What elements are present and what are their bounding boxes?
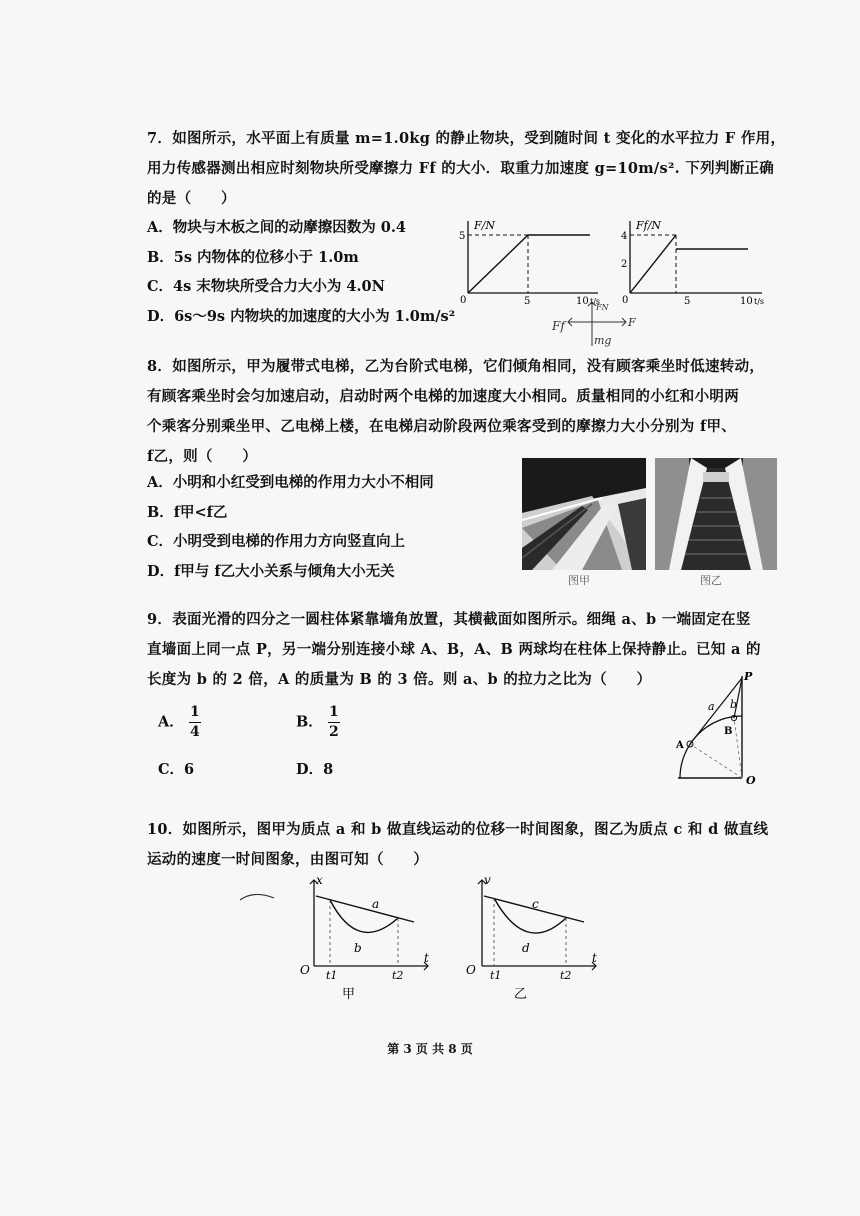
q9-option-a	[158, 704, 201, 741]
q10-graph-velocity-t1: t1	[490, 969, 502, 982]
q10-graph-displacement-ylabel: x	[316, 873, 323, 887]
q7-graph-force-xtick-1: 5	[524, 296, 531, 305]
q10-stem-line-2: 运动的速度一时间图象，由图可知（ ）	[147, 851, 429, 868]
q9-label-o: O	[746, 774, 756, 787]
q8-options	[147, 468, 434, 586]
q10-graph-displacement-origin: O	[300, 963, 310, 977]
q9-label-a: a	[708, 700, 715, 713]
q10-stem-line-1: 10．如图所示，图甲为质点 a 和 b 做直线运动的位移一时间图象，图乙为质点 c 和 d 做直线	[147, 821, 769, 838]
q10-graph-displacement-label-b: b	[354, 941, 362, 955]
q7-option-c: C．4s 末物块所受合力大小为 4.0N	[147, 278, 385, 295]
q9-label-ball-b: B	[724, 726, 733, 737]
q7-graph-force-curve	[468, 235, 590, 293]
q7-graph-friction-origin: 0	[622, 295, 629, 305]
q8-stem-line-2: 有顾客乘坐时会匀加速启动，启动时两个电梯的加速度大小相同。质量相同的小红和小明两	[147, 388, 739, 405]
q10-graph-velocity-label-d: d	[522, 941, 530, 955]
q9-option-a-den: 4	[189, 724, 200, 740]
q7-graph-force-ylabel: F/N	[474, 219, 495, 232]
q7-graph-force-origin: 0	[460, 295, 467, 305]
q10-graph-displacement-t2: t2	[392, 969, 404, 982]
q7-graph-friction-xtick-1: 5	[684, 296, 691, 305]
q7-stem-line-1: 7．如图所示，水平面上有质量 m=1.0kg 的静止物块，受到随时间 t 变化的水平拉力 F 作用，	[147, 130, 786, 147]
q8-option-b: B．f甲<f乙	[147, 503, 228, 521]
q10-graph-displacement-t1: t1	[326, 969, 338, 982]
q9-rope-a	[690, 678, 742, 744]
q9-stem-line-1: 9．表面光滑的四分之一圆柱体紧靠墙角放置，其横截面如图所示。细绳 a、b 一端固定在竖	[147, 611, 751, 628]
q9-label-b: b	[730, 698, 738, 711]
q10-graph-velocity-caption: 乙	[514, 987, 528, 1002]
q10-graph-displacement-label-a: a	[372, 897, 380, 911]
q7-stem-line-3: 的是（ ）	[147, 190, 236, 207]
q9-option-b-label: B．	[296, 713, 323, 731]
q9-option-a-label: A．	[158, 713, 184, 731]
q10-graph-velocity	[464, 870, 604, 1002]
q9-radius-a	[690, 744, 742, 778]
q7-sketch-ff: Ff	[552, 319, 565, 333]
q9-radius-b	[734, 718, 742, 778]
q9-option-c: C．6	[158, 761, 195, 778]
q8-stem	[147, 352, 764, 472]
q7-sketch-fn: FN	[596, 303, 609, 312]
q8-stem-line-3: 个乘客分别乘坐甲、乙电梯上楼，在电梯启动阶段两位乘客受到的摩擦力大小分别为 f甲、	[147, 418, 737, 435]
q9-option-a-fraction	[189, 704, 201, 741]
q9-option-a-num: 1	[189, 704, 200, 720]
q7-graph-force	[448, 215, 608, 305]
q10-graph-displacement	[296, 870, 436, 1002]
q8-stem-line-4: f乙，则（ ）	[147, 448, 258, 465]
q8-photo-step-escalator	[655, 458, 777, 570]
q10-graph-velocity-xlabel: t	[592, 951, 597, 965]
q9-option-b-num: 1	[328, 704, 339, 720]
q8-option-c: C．小明受到电梯的作用力方向竖直向上	[147, 533, 406, 550]
q10-graph-displacement-xlabel: t	[424, 951, 429, 965]
q7-options	[147, 213, 455, 331]
q10-graph-velocity-ylabel: v	[484, 873, 491, 887]
q7-graph-friction-ytick-2: 2	[621, 259, 628, 270]
q9-stem-line-3: 长度为 b 的 2 倍，A 的质量为 B 的 3 倍。则 a、b 的拉力之比为（ ）	[147, 671, 652, 688]
q10-graph-displacement-curve-b	[330, 900, 398, 932]
q10-graph-velocity-curve-d	[494, 898, 566, 933]
q9-label-p: P	[744, 670, 753, 683]
q10-stem	[147, 815, 768, 875]
q7-graph-friction-xunit: t/s	[754, 297, 765, 305]
q7-graph-friction-ytick-1: 4	[621, 231, 628, 242]
q9-stem-line-2: 直墙面上同一点 P，另一端分别连接小球 A、B，A、B 两球均在柱体上保持静止。已知 a 的	[147, 641, 761, 658]
q8-stem-line-1: 8．如图所示，甲为履带式电梯，乙为台阶式电梯，它们倾角相同，没有顾客乘坐时低速转动，	[147, 358, 765, 375]
q9-option-d: D．8	[296, 761, 334, 778]
q7-stem	[147, 124, 785, 214]
q9-figure	[660, 670, 770, 788]
q7-option-b: B．5s 内物体的位移小于 1.0m	[147, 248, 359, 266]
q7-graph-force-ytick: 5	[459, 231, 466, 242]
q7-graph-friction-ramp	[630, 235, 676, 293]
q7-option-d: D．6s～9s 内物块的加速度的大小为 1.0m/s²	[147, 307, 456, 325]
q7-graph-friction	[612, 215, 772, 305]
q7-sketch-f: F	[628, 316, 636, 329]
q7-graph-force-xunit: t/s	[590, 297, 601, 305]
q10-graph-displacement-caption: 甲	[342, 987, 356, 1002]
q8-photo-caption-2: 图乙	[700, 574, 722, 587]
q8-photo-caption-1: 图甲	[568, 574, 590, 587]
q9-label-ball-a: A	[676, 740, 684, 751]
q7-option-a: A．物块与木板之间的动摩擦因数为 0.4	[147, 219, 407, 236]
q10-graph-velocity-origin: O	[466, 963, 476, 977]
q7-graph-friction-xtick-2: 10	[740, 296, 753, 305]
q7-force-sketch	[548, 296, 638, 352]
q8-photo-belt-escalator	[522, 458, 646, 570]
q7-graph-force-xtick-2: 10	[576, 296, 589, 305]
page-footer: 第 3 页 共 8 页	[387, 1042, 473, 1056]
q10-graph-velocity-label-c: c	[532, 897, 539, 911]
q7-sketch-mg: mg	[594, 334, 612, 347]
q7-stem-line-2: 用力传感器测出相应时刻物块所受摩擦力 Ff 的大小．取重力加速度 g=10m/s². 下列判断正确	[147, 160, 775, 177]
q10-stray-mark	[238, 888, 278, 904]
q8-option-a: A．小明和小红受到电梯的作用力大小不相同	[147, 474, 434, 491]
q7-graph-friction-ylabel: Ff/N	[636, 219, 662, 232]
q9-option-b-fraction	[328, 704, 340, 741]
q10-graph-velocity-t2: t2	[560, 969, 572, 982]
q9-option-b	[296, 704, 340, 741]
q9-option-b-den: 2	[328, 724, 339, 740]
q8-option-d: D．f甲与 f乙大小关系与倾角大小无关	[147, 562, 395, 580]
